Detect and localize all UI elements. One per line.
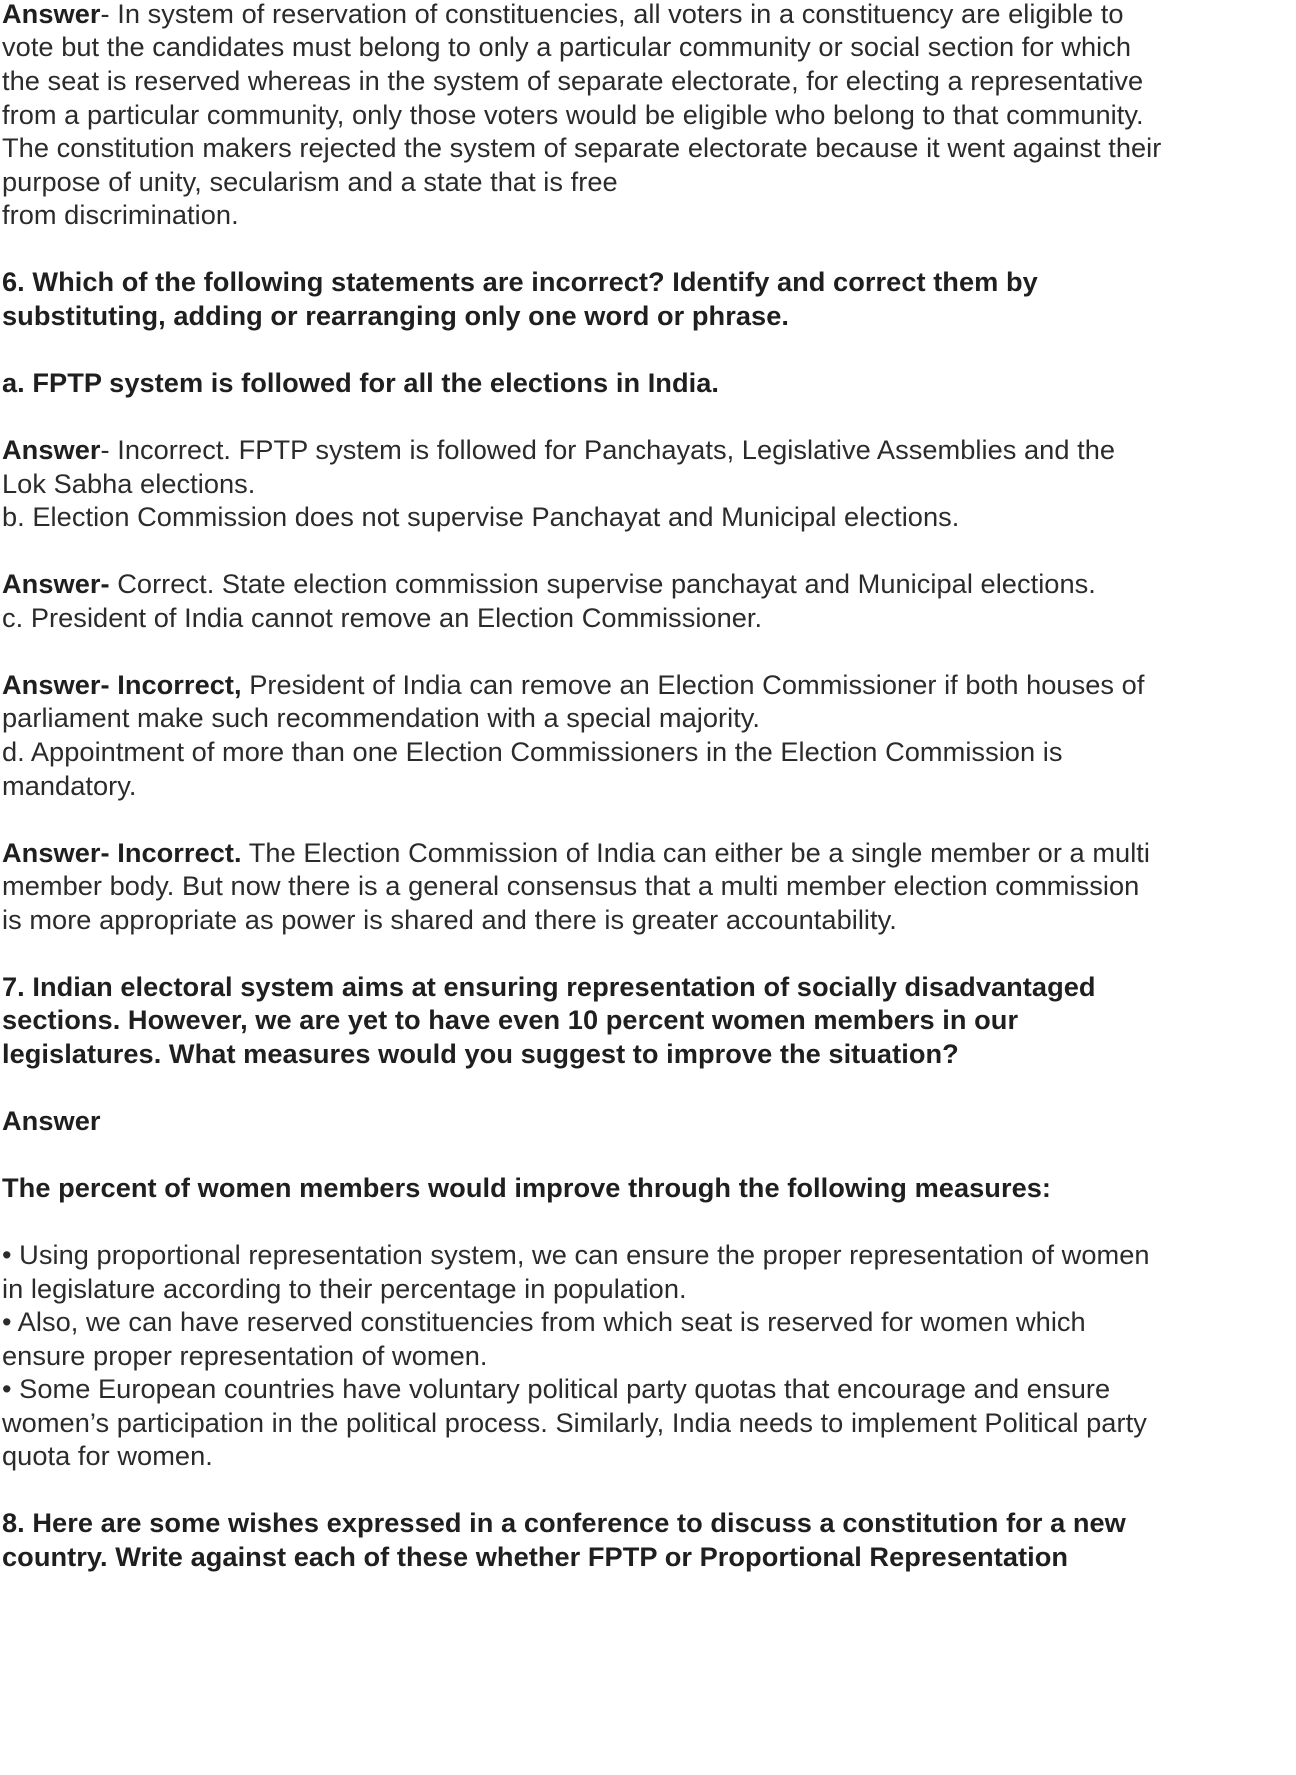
- body-text: mandatory.: [2, 770, 137, 801]
- text-line: [2, 297, 789, 335]
- body-text: women’s participation in the political process. Similarly, India needs to implement Political party: [2, 1407, 1147, 1438]
- body-text: purpose of unity, secularism and a state that is free: [2, 166, 618, 197]
- text-line: [2, 28, 1131, 66]
- body-text: Lok Sabha elections.: [2, 468, 256, 499]
- text-line: [2, 1169, 1051, 1207]
- bold-text: 8. Here are some wishes expressed in a conference to discuss a constitution for a new: [2, 1507, 1126, 1538]
- body-text: is more appropriate as power is shared and there is greater accountability.: [2, 904, 897, 935]
- text-line: [2, 1035, 959, 1073]
- body-text: President of India can remove an Election Commissioner if both houses of: [241, 669, 1145, 700]
- body-text: d. Appointment of more than one Election Commissioners in the Election Commission is: [2, 736, 1063, 767]
- body-text: Correct. State election commission supervise panchayat and Municipal elections.: [109, 568, 1096, 599]
- text-line: [2, 1437, 213, 1475]
- text-line: [2, 196, 239, 234]
- bold-text: Answer-: [2, 568, 110, 599]
- text-line: [2, 733, 1062, 771]
- text-line: [2, 498, 959, 536]
- body-text: The constitution makers rejected the system of separate electorate because it went against their: [2, 132, 1162, 163]
- text-line: [2, 364, 719, 402]
- text-line: [2, 129, 1161, 167]
- bold-text: legislatures. What measures would you suggest to improve the situation?: [2, 1038, 959, 1069]
- bold-text: Answer: [2, 1105, 101, 1136]
- text-line: [2, 1102, 101, 1140]
- bold-text: country. Write against each of these whether FPTP or Proportional Representation: [2, 1541, 1069, 1572]
- bold-text: Answer- Incorrect.: [2, 837, 242, 868]
- bold-text: 6. Which of the following statements are incorrect? Identify and correct them by: [2, 266, 1038, 297]
- bold-text: 7. Indian electoral system aims at ensuring representation of socially disadvantaged: [2, 971, 1096, 1002]
- text-line: [2, 599, 762, 637]
- body-text: • Also, we can have reserved constituencies from which seat is reserved for women which: [2, 1306, 1086, 1337]
- body-text: b. Election Commission does not supervise Panchayat and Municipal elections.: [2, 501, 960, 532]
- text-line: [2, 1370, 1110, 1408]
- body-text: • Using proportional representation system, we can ensure the proper representation of women: [2, 1239, 1150, 1270]
- text-line: [2, 1001, 1018, 1039]
- body-text: ensure proper representation of women.: [2, 1340, 488, 1371]
- text-line: [2, 1303, 1086, 1341]
- bold-text: Answer: [2, 434, 101, 465]
- text-line: [2, 263, 1038, 301]
- bold-text: substituting, adding or rearranging only one word or phrase.: [2, 300, 789, 331]
- body-text: c. President of India cannot remove an Election Commissioner.: [2, 602, 763, 633]
- text-line: [2, 565, 1096, 603]
- body-text: vote but the candidates must belong to only a particular community or social section for which: [2, 31, 1132, 62]
- body-text: parliament make such recommendation with a special majority.: [2, 702, 761, 733]
- body-text: • Some European countries have voluntary political party quotas that encourage and ensure: [2, 1373, 1111, 1404]
- text-line: [2, 767, 137, 805]
- body-text: the seat is reserved whereas in the system of separate electorate, for electing a representative: [2, 65, 1144, 96]
- text-line: [2, 1504, 1126, 1542]
- text-line: [2, 699, 760, 737]
- bold-text: Answer- Incorrect,: [2, 669, 242, 700]
- text-line: [2, 901, 897, 939]
- body-text: - In system of reservation of constituencies, all voters in a constituency are eligible to: [100, 0, 1124, 29]
- text-line: [2, 431, 1115, 469]
- text-line: [2, 62, 1143, 100]
- text-line: [2, 1236, 1150, 1274]
- bold-text: sections. However, we are yet to have even 10 percent women members in our: [2, 1004, 1019, 1035]
- body-text: quota for women.: [2, 1440, 213, 1471]
- body-text: from a particular community, only those voters would be eligible who belong to that community.: [2, 99, 1144, 130]
- body-text: from discrimination.: [2, 199, 239, 230]
- body-text: - Incorrect. FPTP system is followed for Panchayats, Legislative Assemblies and the: [100, 434, 1116, 465]
- text-line: [2, 867, 1139, 905]
- bold-text: The percent of women members would improve through the following measures:: [2, 1172, 1052, 1203]
- bold-text: a. FPTP system is followed for all the elections in India.: [2, 367, 719, 398]
- bold-text: Answer: [2, 0, 101, 29]
- body-text: in legislature according to their percentage in population.: [2, 1273, 687, 1304]
- body-text: The Election Commission of India can either be a single member or a multi: [241, 837, 1150, 868]
- body-text: member body. But now there is a general consensus that a multi member election commission: [2, 870, 1140, 901]
- text-line: [2, 1538, 1068, 1576]
